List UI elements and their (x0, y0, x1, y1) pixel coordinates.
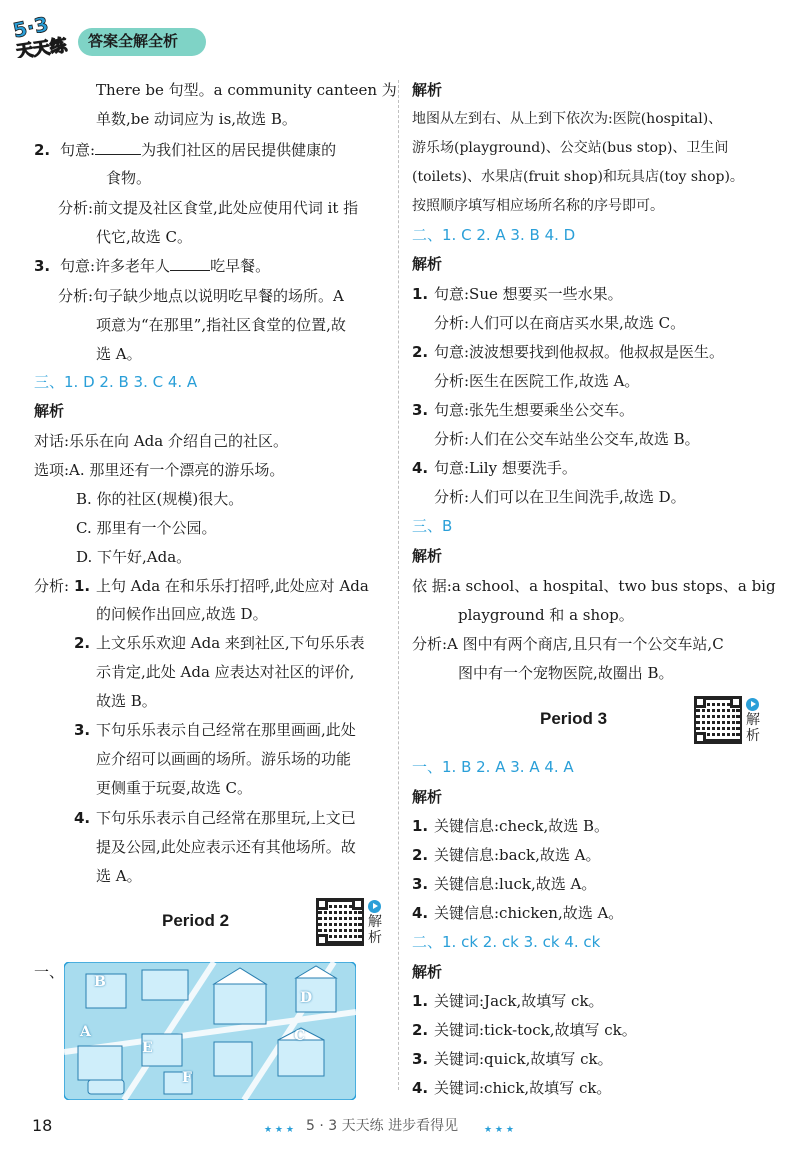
analysis-2-line-3: 故选 B。 (96, 692, 157, 710)
map-letter-c: C (294, 1028, 306, 1044)
option-c: C. 那里有一个公园。 (76, 519, 217, 537)
q3-rest: 吃早餐。 (210, 257, 271, 275)
r2-sentence: 句意:波波想要找到他叔叔。他叔叔是医生。 (434, 343, 725, 361)
q3-sentence (60, 256, 270, 276)
footer-slogan: 5 · 3 天天练 进步看得见 (306, 1118, 459, 1134)
right-jiexi-heading-3: 解析 (412, 547, 443, 565)
r1-number: 1. (412, 285, 429, 303)
header (0, 0, 800, 60)
compare-analysis-1: 分析:A 图中有两个商店,且只有一个公交车站,C (412, 635, 724, 653)
qr-label-period-2: 解析 (368, 914, 382, 946)
right-jiexi-heading-4: 解析 (412, 788, 443, 806)
analysis-4-line-1: 下句乐乐表示自己经常在那里玩,上文已 (96, 809, 356, 827)
community-map-illustration (64, 962, 356, 1100)
r1-analysis: 分析:人们可以在商店买水果,故选 C。 (434, 314, 686, 332)
q2-sentence (60, 140, 336, 160)
analysis-3-line-2: 应介绍可以画画的场所。游乐场的功能 (96, 750, 352, 768)
analysis-label: 分析: (34, 577, 70, 595)
w1-text: 关键词:Jack,故填写 ck。 (434, 992, 604, 1010)
page-number: 18 (32, 1116, 53, 1135)
analysis-4-line-2: 提及公园,此处应表示还有其他场所。故 (96, 838, 356, 856)
section3-answer: 三、B (412, 517, 453, 535)
map-desc-4: 按照顺序填写相应场所名称的序号即可。 (412, 198, 664, 214)
w2-text: 关键词:tick-tock,故填写 ck。 (434, 1021, 637, 1039)
compare-analysis-2: 图中有一个宠物医院,故圈出 B。 (458, 664, 674, 682)
analysis-4-line-3: 选 A。 (96, 867, 142, 885)
section2-answers: 二、1. C 2. A 3. B 4. D (412, 226, 576, 244)
analysis-3-line-3: 更侧重于玩耍,故选 C。 (96, 779, 253, 797)
logo (12, 12, 82, 58)
w3-number: 3. (412, 1050, 429, 1068)
r3-number: 3. (412, 401, 429, 419)
q2-analysis-2: 代它,故选 C。 (96, 228, 193, 246)
play-icon (368, 900, 381, 913)
w4-text: 关键词:chick,故填写 ck。 (434, 1079, 612, 1097)
r1-sentence: 句意:Sue 想要买一些水果。 (434, 285, 623, 303)
q2-number: 2. (34, 141, 51, 159)
k1-number: 1. (412, 817, 429, 835)
q2-rest: 为我们社区的居民提供健康的 (141, 141, 337, 159)
left-text-1: There be 句型。a community canteen 为 (96, 81, 397, 99)
analysis-1-number: 1. (74, 577, 91, 595)
map-graphic (64, 962, 356, 1100)
period-2-section-1-label: 一、 (34, 963, 65, 981)
q3-analysis-2: 项意为“在那里”,指社区食堂的位置,故 (96, 316, 346, 334)
map-letter-d: D (300, 990, 313, 1006)
k3-text: 关键信息:luck,故选 A。 (434, 875, 597, 893)
play-icon-2 (746, 698, 759, 711)
q3-analysis-1: 分析:句子缺少地点以说明吃早餐的场所。A (58, 287, 344, 305)
w2-number: 2. (412, 1021, 429, 1039)
map-desc-3: (toilets)、水果店(fruit shop)和玩具店(toy shop)。 (412, 169, 744, 185)
r3-sentence: 句意:张先生想要乘坐公交车。 (434, 401, 635, 419)
period3-section2-answers: 二、1. ck 2. ck 3. ck 4. ck (412, 933, 601, 951)
option-b: B. 你的社区(规模)很大。 (76, 490, 244, 508)
r2-analysis: 分析:医生在医院工作,故选 A。 (434, 372, 640, 390)
header-banner-text: 答案全解全析 (88, 32, 179, 50)
dialog-intro: 对话:乐乐在向 Ada 介绍自己的社区。 (34, 432, 288, 450)
right-jiexi-heading-2: 解析 (412, 255, 443, 273)
k2-text: 关键信息:back,故选 A。 (434, 846, 601, 864)
logo-graphic (12, 12, 82, 58)
q2-analysis-1: 分析:前文提及社区食堂,此处应使用代词 it 指 (58, 199, 359, 217)
q3-blank (170, 256, 210, 271)
r4-number: 4. (412, 459, 429, 477)
r3-analysis: 分析:人们在公交车站坐公交车,故选 B。 (434, 430, 700, 448)
analysis-4-number: 4. (74, 809, 91, 827)
map-desc-1: 地图从左到右、从上到下依次为:医院(hospital)、 (412, 111, 723, 127)
basis-line-1: 依 据:a school、a hospital、two bus stops、a big (412, 577, 776, 595)
q3-number: 3. (34, 257, 51, 275)
analysis-2-line-1: 上文乐乐欢迎 Ada 来到社区,下句乐乐表 (96, 634, 365, 652)
analysis-3-number: 3. (74, 721, 91, 739)
qr-label-period-3: 解析 (746, 712, 760, 744)
q3-analysis-3: 选 A。 (96, 345, 142, 363)
svg-text:天天练: 天天练 (15, 35, 69, 58)
period3-section1-answers: 一、1. B 2. A 3. A 4. A (412, 758, 574, 776)
map-letter-e: E (142, 1040, 153, 1056)
analysis-1-line-1: 上句 Ada 在和乐乐打招呼,此处应对 Ada (96, 577, 369, 595)
k3-number: 3. (412, 875, 429, 893)
map-letter-b: B (94, 974, 106, 990)
analysis-2-number: 2. (74, 634, 91, 652)
q3-prefix: 句意:许多老年人 (60, 257, 171, 275)
w1-number: 1. (412, 992, 429, 1010)
map-desc-2: 游乐场(playground)、公交站(bus stop)、卫生间 (412, 140, 729, 156)
right-jiexi-heading-5: 解析 (412, 963, 443, 981)
footer-stars-left: ★ ★ ★ (264, 1125, 294, 1135)
k2-number: 2. (412, 846, 429, 864)
k4-number: 4. (412, 904, 429, 922)
q2-sentence-end: 食物。 (106, 169, 152, 187)
r4-sentence: 句意:Lily 想要洗手。 (434, 459, 577, 477)
period-2-heading: Period 2 (162, 911, 230, 930)
svg-text:5·3: 5·3 (12, 12, 51, 43)
right-jiexi-heading-1: 解析 (412, 81, 443, 99)
map-letter-a: A (80, 1024, 91, 1040)
analysis-1-line-2: 的问候作出回应,故选 D。 (96, 605, 268, 623)
r4-analysis: 分析:人们可以在卫生间洗手,故选 D。 (434, 488, 686, 506)
analysis-3-line-1: 下句乐乐表示自己经常在那里画画,此处 (96, 721, 356, 739)
r2-number: 2. (412, 343, 429, 361)
column-divider (398, 80, 399, 1090)
map-letter-f: F (182, 1070, 192, 1086)
qr-code-period-2[interactable] (316, 898, 364, 946)
left-text-2: 单数,be 动词应为 is,故选 B。 (96, 110, 297, 128)
w3-text: 关键词:quick,故填写 ck。 (434, 1050, 613, 1068)
option-a: 选项:A. 那里还有一个漂亮的游乐场。 (34, 461, 285, 479)
qr-code-period-3[interactable] (694, 696, 742, 744)
option-d: D. 下午好,Ada。 (76, 548, 192, 566)
w4-number: 4. (412, 1079, 429, 1097)
basis-line-2: playground 和 a shop。 (458, 606, 634, 624)
section3-jiexi-heading: 解析 (34, 402, 65, 420)
footer-stars-right: ★ ★ ★ (484, 1125, 514, 1135)
analysis-2-line-2: 示肯定,此处 Ada 应表达对社区的评价, (96, 663, 355, 681)
period-3-heading: Period 3 (540, 709, 608, 728)
section3-answers: 三、1. D 2. B 3. C 4. A (34, 373, 198, 391)
q2-blank (95, 140, 141, 155)
k1-text: 关键信息:check,故选 B。 (434, 817, 610, 835)
q2-prefix: 句意: (60, 141, 96, 159)
k4-text: 关键信息:chicken,故选 A。 (434, 904, 624, 922)
